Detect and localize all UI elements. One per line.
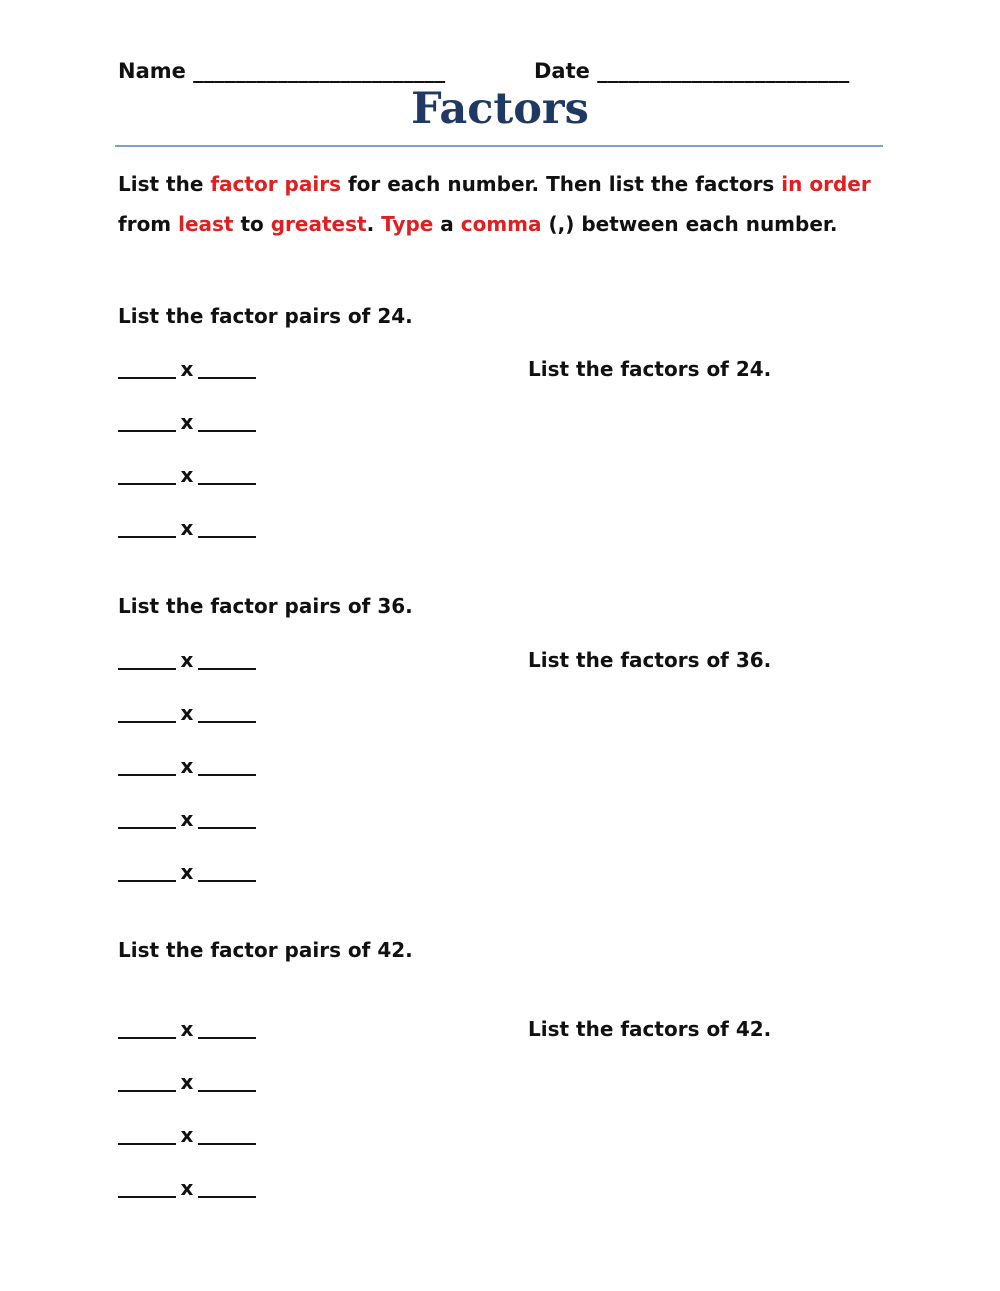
instructions-line-1	[118, 172, 871, 196]
factor-blank[interactable]	[118, 703, 176, 723]
factor-pair-row	[118, 410, 256, 434]
instruction-highlight: Type	[381, 212, 434, 236]
factors-label-42: List the factors of 42.	[528, 1017, 772, 1041]
factor-blank[interactable]	[118, 412, 176, 432]
times-sign: x	[180, 648, 194, 672]
factor-pair-row	[118, 754, 256, 778]
factor-pair-row	[118, 648, 256, 672]
question-42: List the factor pairs of 42.	[118, 938, 413, 962]
factors-label-24: List the factors of 24.	[528, 357, 772, 381]
factor-blank[interactable]	[198, 412, 256, 432]
factor-blank[interactable]	[198, 862, 256, 882]
times-sign: x	[180, 701, 194, 725]
factor-blank[interactable]	[118, 359, 176, 379]
question-24: List the factor pairs of 24.	[118, 304, 413, 328]
factor-blank[interactable]	[198, 650, 256, 670]
instruction-text: .	[366, 212, 382, 236]
factor-pair-row	[118, 1017, 256, 1041]
factor-blank[interactable]	[118, 756, 176, 776]
factor-blank[interactable]	[118, 650, 176, 670]
factor-pair-row	[118, 1123, 256, 1147]
factor-blank[interactable]	[198, 809, 256, 829]
factor-pair-row	[118, 807, 256, 831]
times-sign: x	[180, 807, 194, 831]
factor-pair-row	[118, 516, 256, 540]
factor-blank[interactable]	[198, 703, 256, 723]
factor-blank[interactable]	[118, 862, 176, 882]
factor-blank[interactable]	[198, 359, 256, 379]
factor-blank[interactable]	[118, 1125, 176, 1145]
instruction-text: (,) between each number.	[541, 212, 838, 236]
title-divider	[115, 145, 883, 147]
times-sign: x	[180, 754, 194, 778]
times-sign: x	[180, 1123, 194, 1147]
date-field[interactable]: Date ________________________	[534, 59, 850, 83]
factor-blank[interactable]	[118, 1019, 176, 1039]
factor-blank[interactable]	[198, 518, 256, 538]
times-sign: x	[180, 463, 194, 487]
factor-blank[interactable]	[118, 809, 176, 829]
factor-blank[interactable]	[118, 1178, 176, 1198]
factor-pair-row	[118, 463, 256, 487]
instruction-text: to	[233, 212, 271, 236]
factor-pair-row	[118, 357, 256, 381]
factors-label-36: List the factors of 36.	[528, 648, 772, 672]
factor-blank[interactable]	[118, 518, 176, 538]
instruction-text: List the	[118, 172, 211, 196]
factor-blank[interactable]	[198, 1178, 256, 1198]
instruction-text: from	[118, 212, 179, 236]
times-sign: x	[180, 1070, 194, 1094]
times-sign: x	[180, 1176, 194, 1200]
factor-blank[interactable]	[198, 1125, 256, 1145]
times-sign: x	[180, 860, 194, 884]
instruction-highlight: in order	[781, 172, 871, 196]
factor-blank[interactable]	[118, 465, 176, 485]
instruction-highlight: least	[178, 212, 234, 236]
name-field[interactable]: Name ________________________	[118, 59, 446, 83]
page-title: Factors	[411, 84, 589, 134]
times-sign: x	[180, 516, 194, 540]
factor-pair-row	[118, 701, 256, 725]
question-36: List the factor pairs of 36.	[118, 594, 413, 618]
instruction-highlight: comma	[460, 212, 542, 236]
factor-blank[interactable]	[118, 1072, 176, 1092]
instruction-highlight: factor pairs	[210, 172, 341, 196]
factor-blank[interactable]	[198, 1072, 256, 1092]
times-sign: x	[180, 1017, 194, 1041]
times-sign: x	[180, 357, 194, 381]
instruction-text: a	[433, 212, 461, 236]
factor-blank[interactable]	[198, 465, 256, 485]
factor-pair-row	[118, 1070, 256, 1094]
times-sign: x	[180, 410, 194, 434]
factor-pair-row	[118, 1176, 256, 1200]
factor-blank[interactable]	[198, 756, 256, 776]
factor-blank[interactable]	[198, 1019, 256, 1039]
instructions-line-2	[118, 212, 838, 236]
factor-pair-row	[118, 860, 256, 884]
instruction-text: for each number. Then list the factors	[340, 172, 782, 196]
instruction-highlight: greatest	[270, 212, 367, 236]
